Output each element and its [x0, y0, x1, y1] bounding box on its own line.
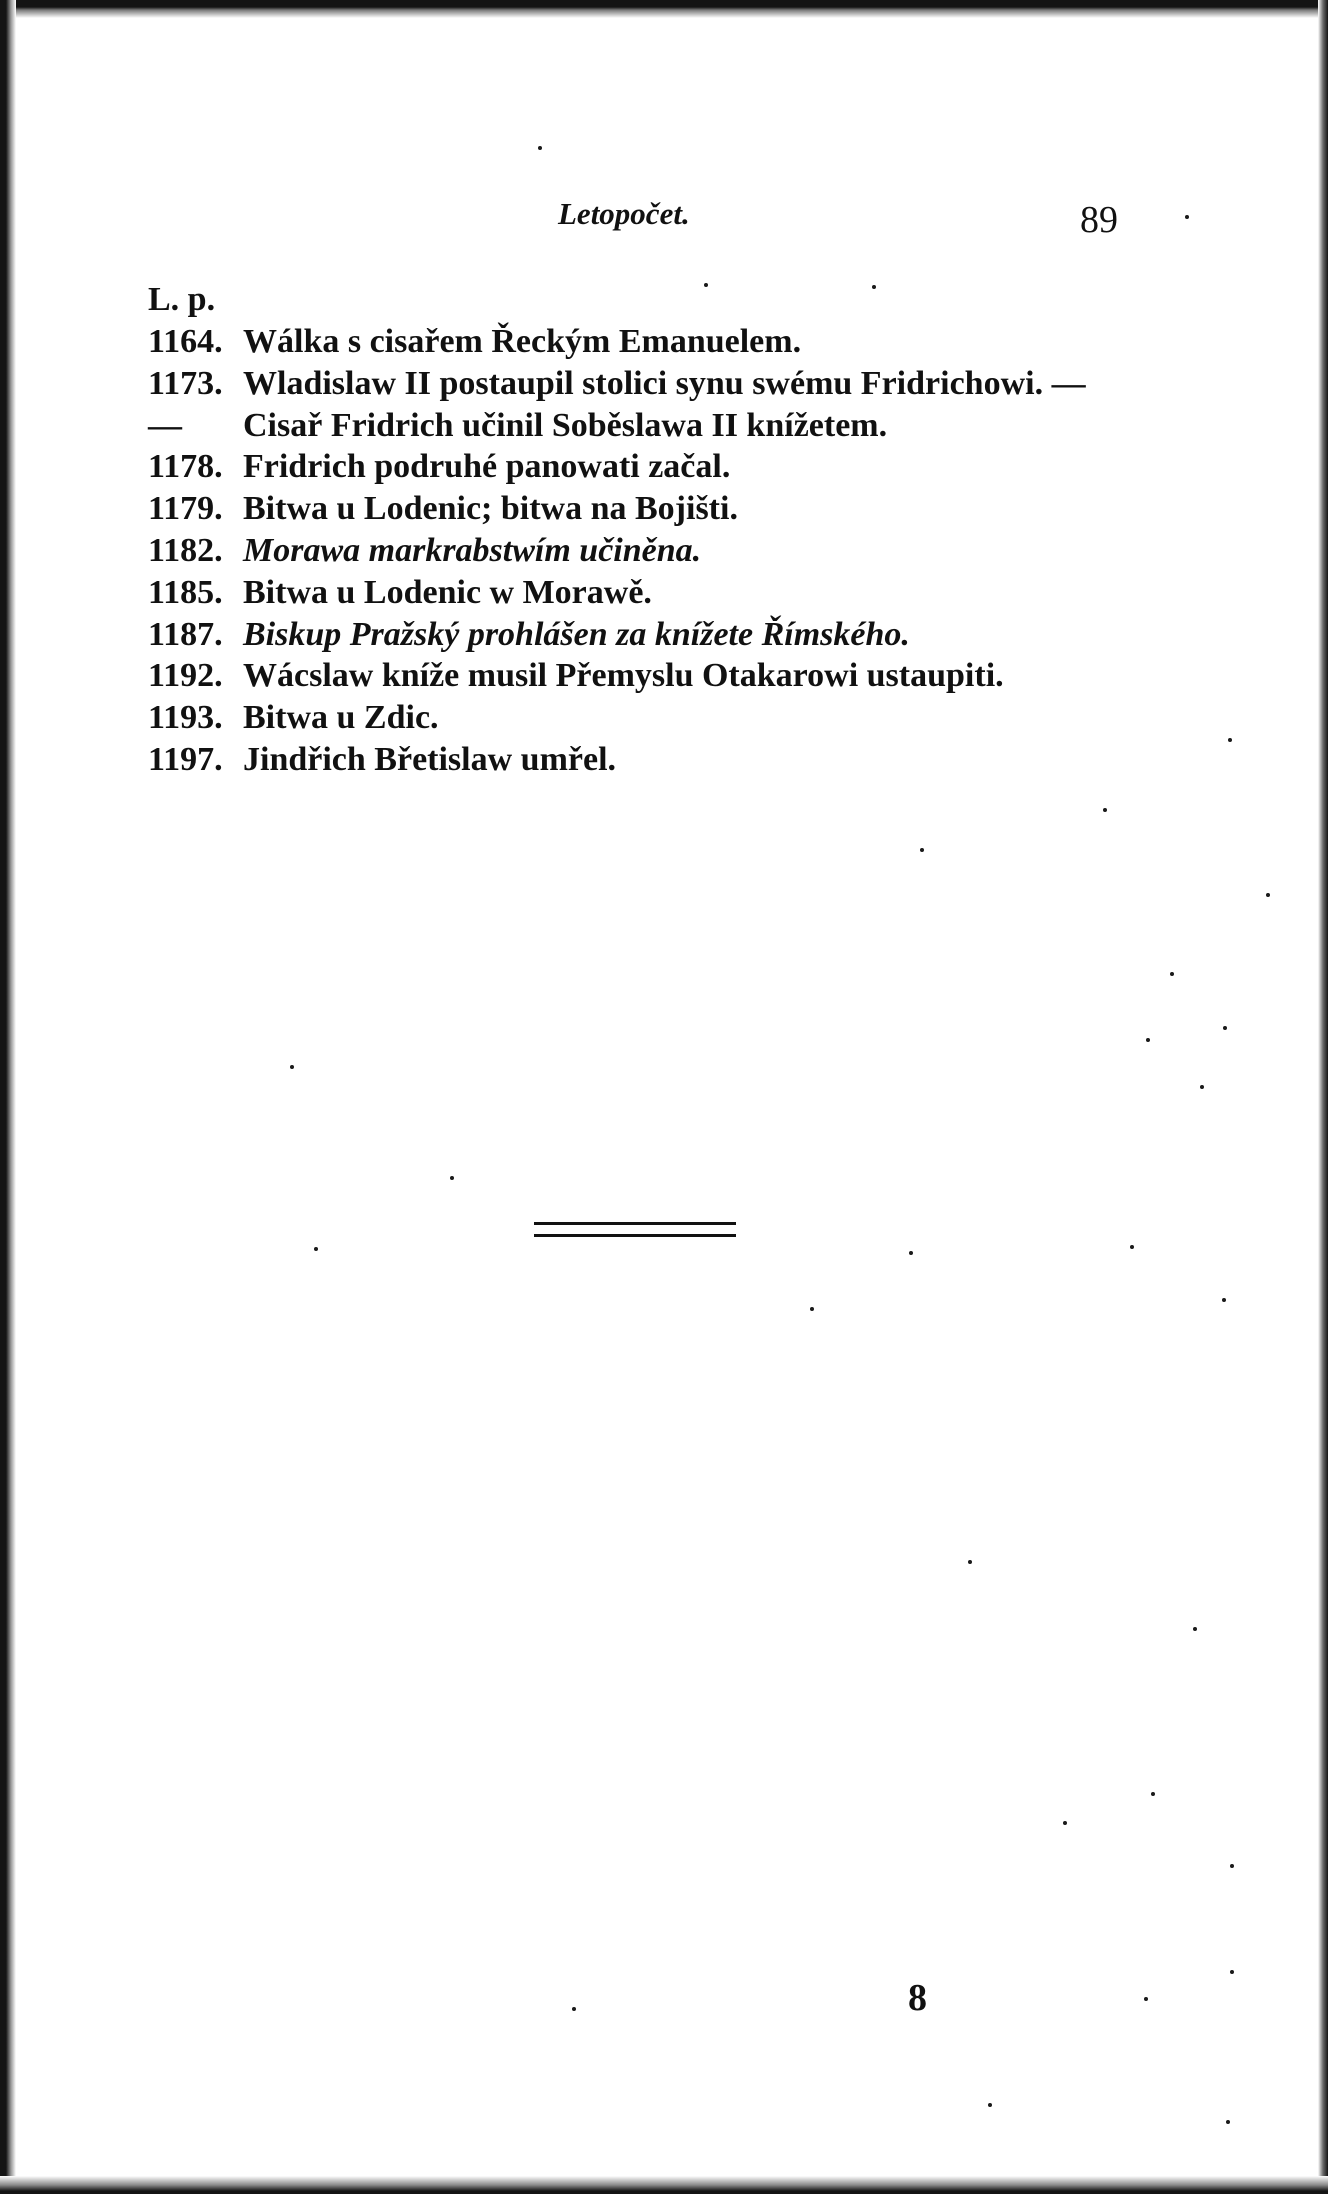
print-speck	[1063, 1821, 1067, 1825]
entry-text: Fridrich podruhé panowati začal.	[243, 448, 731, 486]
running-title: Letopočet.	[558, 196, 690, 231]
print-speck	[920, 848, 924, 852]
print-speck	[810, 1307, 814, 1311]
chronology-entry	[148, 405, 1148, 447]
print-speck	[1144, 1997, 1148, 2001]
print-speck	[1146, 1038, 1150, 1042]
entry-text: Cisař Fridrich učinil Soběslawa II knížetem.	[243, 406, 888, 444]
entry-text: Wladislaw II postaupil stolici synu swému Fridrichowi. —	[243, 364, 1086, 402]
entry-text: Bitwa u Zdic.	[243, 699, 439, 737]
entry-text: Morawa markrabstwím učiněna.	[243, 531, 702, 569]
print-speck	[988, 2103, 992, 2107]
print-speck	[1130, 1245, 1134, 1249]
entry-year: 1192.	[148, 657, 223, 695]
chronology-entry	[148, 488, 1148, 530]
print-speck	[909, 1251, 913, 1255]
chronology-list	[148, 278, 1148, 781]
entry-year: 1179.	[148, 490, 223, 528]
chronology-entry	[148, 572, 1148, 614]
chronology-entry	[148, 614, 1148, 656]
entry-text: Biskup Pražský prohlášen za knížete Římského.	[243, 615, 910, 653]
chronology-entry	[148, 321, 1148, 363]
scan-border-right	[1318, 0, 1328, 2194]
entry-text: Jindřich Břetislaw umřel.	[243, 740, 617, 778]
print-speck	[538, 146, 542, 150]
entry-year: 1164.	[148, 323, 223, 360]
print-speck	[1222, 1298, 1226, 1302]
scan-border-left	[0, 0, 16, 2194]
print-speck	[1170, 972, 1174, 976]
entry-year: 1187.	[148, 615, 223, 653]
entry-year: 1185.	[148, 573, 223, 611]
print-speck	[1230, 1864, 1234, 1868]
print-speck	[1266, 893, 1270, 897]
entry-text: Bitwa u Lodenic w Morawě.	[243, 573, 652, 611]
print-speck	[1193, 1627, 1197, 1631]
section-divider-rule	[534, 1222, 736, 1237]
entry-year: 1197.	[148, 740, 223, 778]
print-speck	[968, 1560, 972, 1564]
chronology-entry	[148, 655, 1148, 697]
print-speck	[314, 1247, 318, 1251]
print-speck	[1223, 1026, 1227, 1030]
print-speck	[872, 285, 876, 289]
print-speck	[1151, 1792, 1155, 1796]
entry-year: —	[148, 406, 182, 444]
chronology-entry	[148, 739, 1148, 781]
print-speck	[1226, 2120, 1230, 2124]
chronology-entry	[148, 530, 1148, 572]
print-speck	[450, 1176, 454, 1180]
signature-mark: 8	[908, 1977, 927, 2019]
chronology-entry	[148, 363, 1148, 405]
entry-year: 1178.	[148, 448, 223, 486]
entry-year: 1182.	[148, 531, 223, 569]
chronology-entry	[148, 446, 1148, 488]
print-speck	[704, 283, 708, 287]
page-number: 89	[1080, 199, 1118, 241]
print-speck	[1185, 215, 1189, 219]
entry-text: Wácslaw kníže musil Přemyslu Otakarowi ustaupiti.	[243, 657, 1004, 695]
entry-year: 1193.	[148, 699, 223, 737]
print-speck	[572, 2007, 576, 2011]
scan-border-top	[0, 0, 1328, 18]
entry-text: Bitwa u Lodenic; bitwa na Bojišti.	[243, 490, 738, 528]
print-speck	[290, 1065, 294, 1069]
chronology-entry	[148, 697, 1148, 739]
print-speck	[1103, 808, 1107, 812]
entry-text: Wálka s cisařem Řeckým Emanuelem.	[243, 323, 802, 360]
print-speck	[1230, 1970, 1234, 1974]
print-speck	[1200, 1085, 1204, 1089]
print-speck	[1228, 738, 1232, 742]
chronology-entries	[148, 321, 1148, 781]
scan-border-bottom	[0, 2176, 1328, 2194]
column-header: L. p.	[148, 281, 216, 318]
entry-year: 1173.	[148, 364, 223, 402]
